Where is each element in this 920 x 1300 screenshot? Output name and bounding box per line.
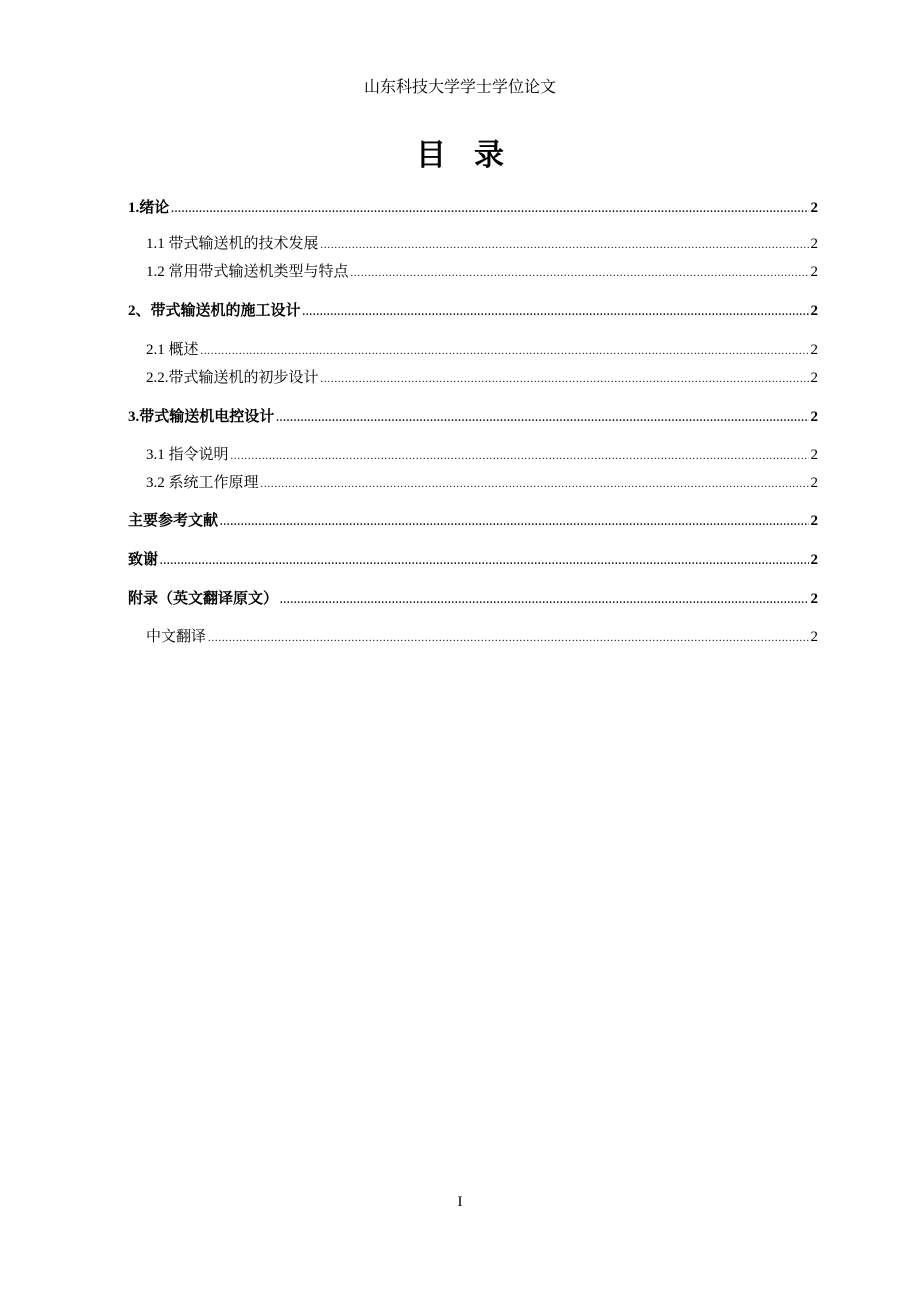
toc-entry-page: 2	[810, 409, 818, 425]
toc-entry-chapter-2[interactable]	[128, 301, 818, 321]
toc-entry-label: 3.带式输送机电控设计	[128, 409, 275, 425]
toc-leader-dots	[321, 236, 809, 256]
toc-entry-label: 3.1 指令说明	[146, 447, 229, 463]
toc-entry-references[interactable]	[128, 511, 818, 531]
page-title: 目录	[416, 138, 532, 173]
toc-leader-dots	[220, 513, 808, 533]
toc-leader-dots	[280, 591, 808, 611]
toc-leader-dots	[303, 303, 809, 323]
toc-leader-dots	[201, 342, 809, 362]
toc-entry-section-2-1[interactable]	[146, 340, 818, 360]
toc-entry-section-3-1[interactable]	[146, 445, 818, 465]
toc-entry-page: 2	[810, 236, 818, 252]
toc-entry-page: 2	[810, 447, 818, 463]
page-number: I	[457, 1194, 463, 1210]
toc-leader-dots	[231, 447, 809, 467]
toc-entry-section-3-2[interactable]	[146, 473, 818, 493]
toc-entry-page: 2	[810, 370, 818, 386]
toc-entry-label: 中文翻译	[146, 629, 207, 645]
toc-entry-section-1-1[interactable]	[146, 234, 818, 254]
toc-entry-section-1-2[interactable]	[146, 262, 818, 282]
toc-entry-page: 2	[810, 629, 818, 645]
toc-entry-label: 2.2.带式输送机的初步设计	[146, 370, 319, 386]
toc-entry-label: 1.绪论	[128, 200, 170, 216]
toc-leader-dots	[208, 629, 808, 649]
toc-entry-label: 2.1 概述	[146, 342, 199, 358]
toc-leader-dots	[261, 475, 809, 495]
toc-entry-page: 2	[810, 475, 818, 491]
toc-leader-dots	[351, 264, 809, 284]
toc-entry-label: 附录（英文翻译原文）	[128, 591, 279, 607]
toc-entry-label: 3.2 系统工作原理	[146, 475, 259, 491]
toc-entry-page: 2	[810, 264, 818, 280]
toc-entry-page: 2	[810, 552, 818, 568]
toc-entry-chapter-3[interactable]	[128, 407, 818, 427]
toc-leader-dots	[321, 370, 809, 390]
toc-entry-chapter-1[interactable]	[128, 198, 818, 218]
toc-entry-chinese-translation[interactable]	[146, 627, 818, 647]
toc-entry-label: 主要参考文献	[128, 513, 219, 529]
toc-entry-section-2-2[interactable]	[146, 368, 818, 388]
running-header: 山东科技大学学士学位论文	[363, 79, 556, 96]
toc-leader-dots	[160, 552, 808, 572]
toc-entry-appendix[interactable]	[128, 589, 818, 609]
toc-entry-label: 1.2 常用带式输送机类型与特点	[146, 264, 349, 280]
toc-entry-label: 1.1 带式输送机的技术发展	[146, 236, 319, 252]
toc-entry-label: 致谢	[128, 552, 159, 568]
toc-entry-page: 2	[810, 342, 818, 358]
toc-leader-dots	[276, 409, 808, 429]
toc-entry-page: 2	[810, 513, 818, 529]
toc-entry-page: 2	[810, 200, 818, 216]
toc-leader-dots	[171, 200, 808, 220]
toc-entry-page: 2	[810, 591, 818, 607]
toc-entry-page: 2	[810, 303, 818, 319]
toc-entry-acknowledgements[interactable]	[128, 550, 818, 570]
toc-entry-label: 2、带式输送机的施工设计	[128, 303, 301, 319]
